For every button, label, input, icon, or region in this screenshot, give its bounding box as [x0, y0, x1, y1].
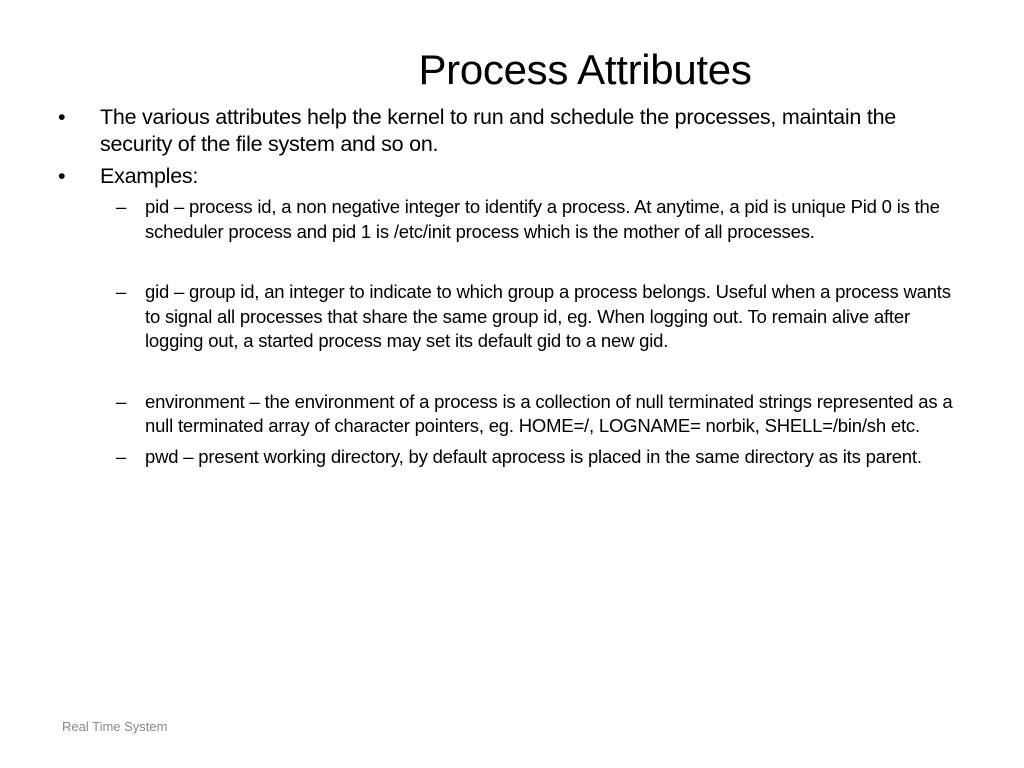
bullet-icon: • [58, 105, 66, 129]
dash-icon: – [116, 281, 127, 302]
dash-icon: – [116, 196, 127, 217]
bullet-text: The various attributes help the kernel to run and schedule the processes, maintain the security of the file system and so on. [100, 105, 896, 156]
sub-bullet-text: pwd – present working directory, by default aprocess is placed in the same directory as its parent. [145, 445, 922, 467]
sub-bullet-text: pid – process id, a non negative integer to identify a process. At anytime, a pid is unique Pid 0 is the scheduler process and pid 1 is /etc/init process which is the mother of all processes. [145, 196, 940, 242]
sub-bullet-text: environment – the environment of a process is a collection of null terminated strings represented as a null terminated array of character pointers, eg. HOME=/, LOGNAME= norbik, SHELL=/bin/sh etc. [145, 390, 953, 436]
bullet-text: Examples: [100, 164, 199, 188]
dash-icon: – [116, 390, 127, 412]
title-area [0, 0, 1024, 110]
bullet-item [58, 163, 968, 190]
bullet-icon: • [58, 164, 66, 188]
sub-bullet-item [58, 390, 968, 439]
sub-bullet-item [58, 195, 968, 244]
sub-bullet-text: gid – group id, an integer to indicate to which group a process belongs. Useful when a process wants to signal all processes that share the same group id, eg. When logging out. To remain alive after logging out, a started process may set its default gid to a new gid. [145, 281, 951, 351]
slide-title: Process Attributes [418, 46, 752, 93]
bullet-item [58, 104, 968, 158]
sub-bullet-item [58, 280, 968, 354]
dash-icon: – [116, 445, 127, 467]
slide-footer: Real Time System [62, 719, 168, 734]
sub-bullet-item [58, 445, 968, 470]
slide-body [58, 104, 968, 469]
